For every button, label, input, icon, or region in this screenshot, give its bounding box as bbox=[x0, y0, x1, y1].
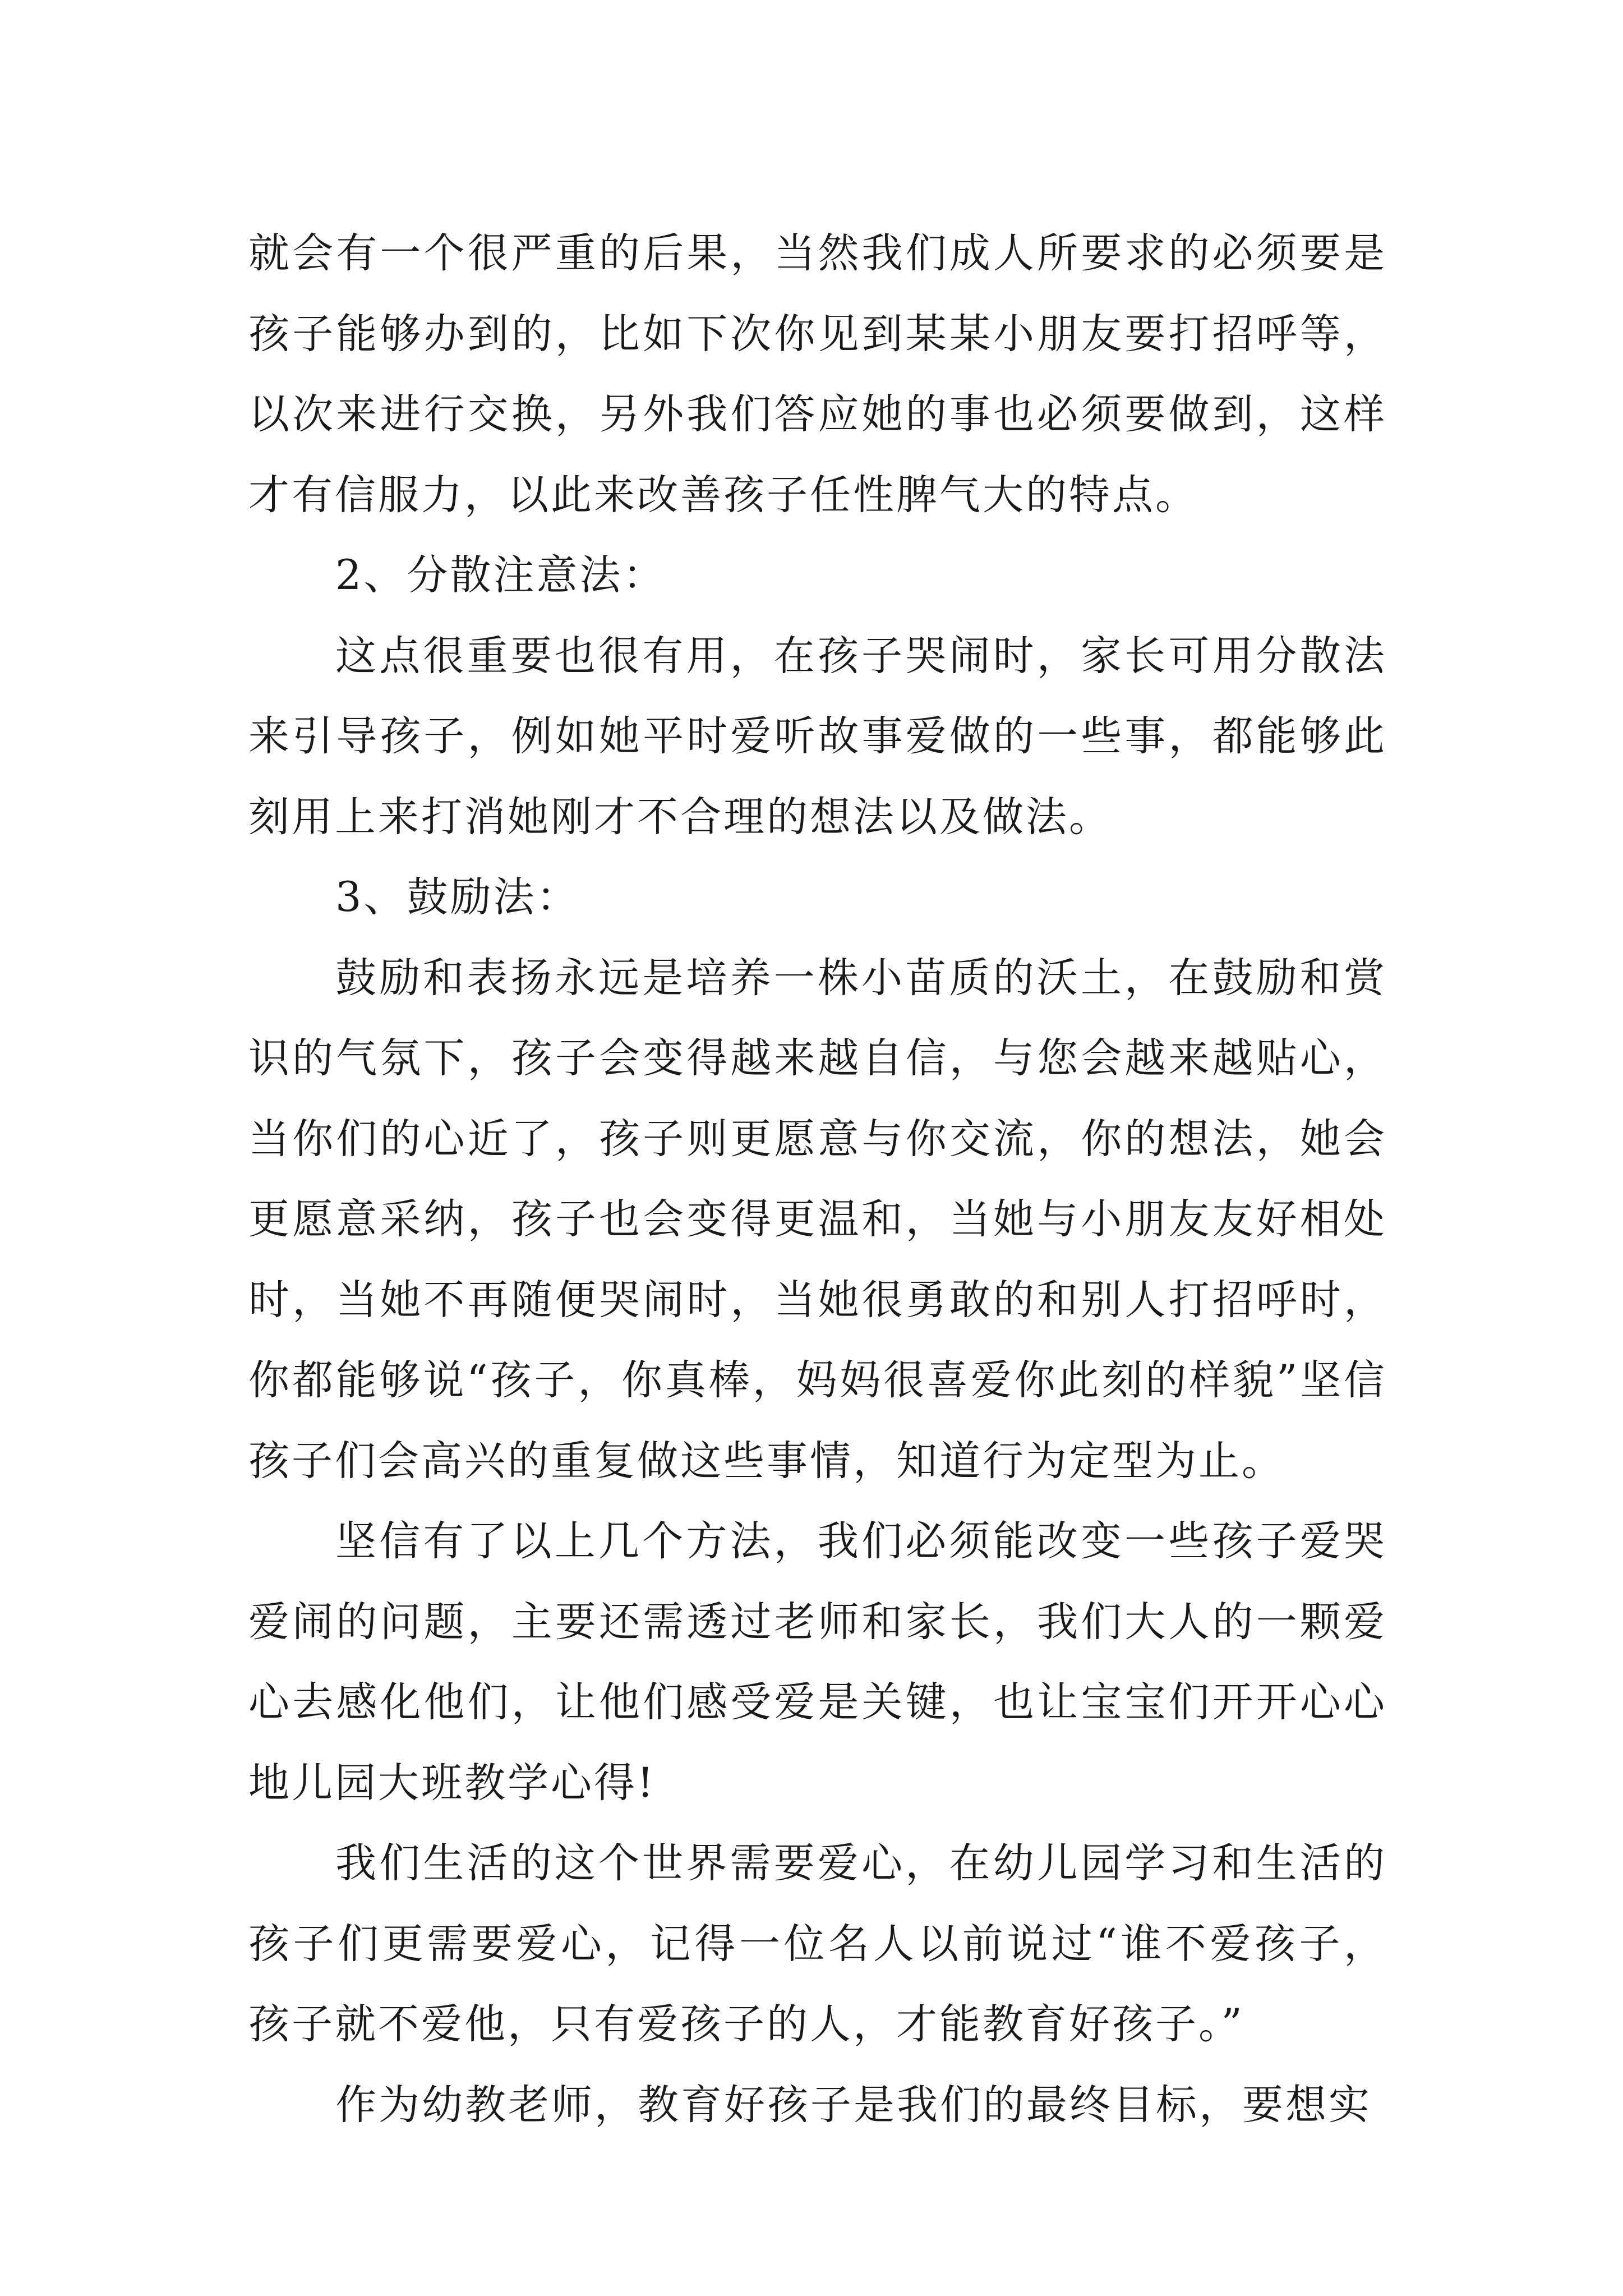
section-heading-encouragement-method: 3、鼓励法： bbox=[335, 873, 580, 921]
paragraph-encouragement-method: 鼓励和表扬永远是培养一株小苗质的沃土，在鼓励和赏识的气氛下，孩子会变得越来越自信，与您会越来越贴心，当你们的心近了，孩子则更愿意与你交流，你的想法，她会更愿意采纳，孩子也会变得更温和，当她与小朋友友好相处时，当她不再随便哭闹时，当她很勇敢的和别人打招呼时，你都能够说“孩子，你真棒，妈妈很喜爱你此刻的样貌”坚信孩子们会高兴的重复做这些事情，知道行为定型为止。 bbox=[248, 954, 1387, 1485]
document-body bbox=[248, 213, 1387, 2145]
paragraph-continuation: 就会有一个很严重的后果，当然我们成人所要求的必须要是孩子能够办到的，比如下次你见到某某小朋友要打招呼等，以次来进行交换，另外我们答应她的事也必须要做到，这样才有信服力，以此来改善孩子任性脾气大的特点。 bbox=[248, 229, 1387, 519]
paragraph-distraction-method: 这点很重要也很有用，在孩子哭闹时，家长可用分散法来引导孩子，例如她平时爱听故事爱做的一些事，都能够此刻用上来打消她刚才不合理的想法以及做法。 bbox=[248, 632, 1387, 841]
paragraph-teacher-goal: 作为幼教老师，教育好孩子是我们的最终目标，要想实 bbox=[335, 2081, 1372, 2129]
paragraph-love-children: 我们生活的这个世界需要爱心，在幼儿园学习和生活的孩子们更需要爱心，记得一位名人以前说过“谁不爱孩子，孩子就不爱他，只有爱孩子的人，才能教育好孩子。” bbox=[248, 1839, 1387, 2048]
section-heading-distraction-method: 2、分散注意法： bbox=[335, 551, 666, 599]
paragraph-conclusion: 坚信有了以上几个方法，我们必须能改变一些孩子爱哭爱闹的问题，主要还需透过老师和家长，我们大人的一颗爱心去感化他们，让他们感受爱是关键，也让宝宝们开开心心地儿园大班教学心得! bbox=[248, 1517, 1387, 1807]
